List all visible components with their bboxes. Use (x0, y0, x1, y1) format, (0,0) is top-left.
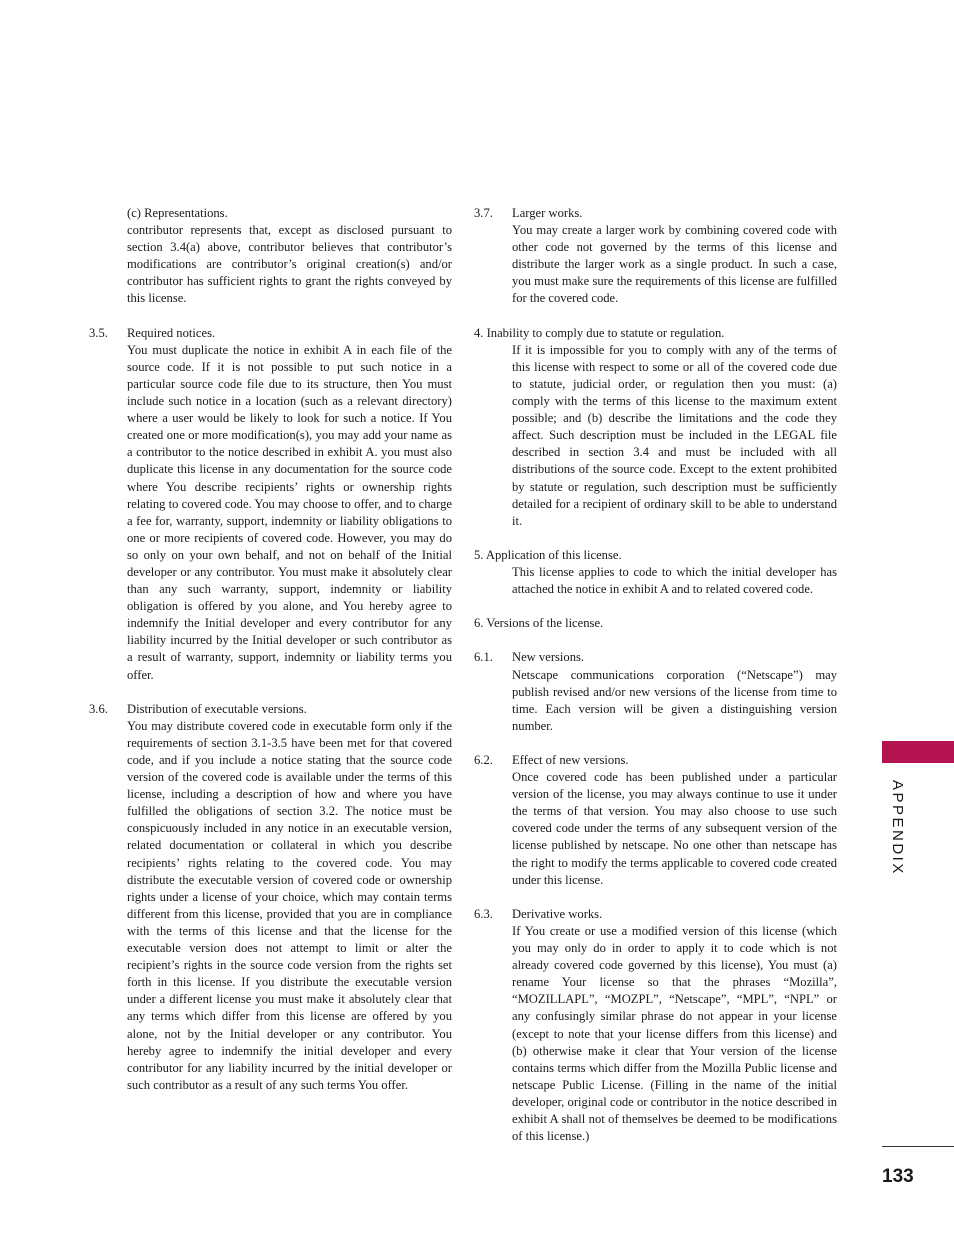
section-6-1 (474, 649, 837, 734)
section-number: 6.3. (474, 906, 493, 921)
section-title: Required notices. (127, 325, 216, 340)
appendix-side-label: APPENDIX (889, 780, 906, 876)
section-body: You may create a larger work by combining covered code with other code not governed by the terms of this license and distribute the larger work as a single product. In such a case, you must make sure the requirements of this license are fulfilled for the covered code. (512, 223, 837, 306)
section-title: Effect of new versions. (512, 753, 629, 767)
section-body: Once covered code has been published under a particular version of the license, you may always continue to use it under the terms of that version. You may also choose to use such covered code under the terms of any subsequent version of the license published by netscape. No one other than netscape has the right to modify the terms applicable to covered code created under this license. (512, 770, 837, 887)
section-heading (89, 701, 452, 718)
section-heading (474, 752, 837, 769)
section-heading (474, 205, 837, 222)
section-3-7 (474, 205, 837, 308)
section-title: 6. Versions of the license. (474, 616, 604, 631)
section-body: Netscape communications corporation (“Netscape”) may publish revised and/or new versions of the license from time to time. Each version will be given a distinguishing version number. (512, 667, 837, 733)
section-title: 4. Inability to comply due to statute or regulation. (474, 325, 725, 340)
section-5 (474, 547, 837, 598)
section-title: (c) Representations. (127, 206, 228, 220)
section-heading (474, 649, 837, 666)
section-body: contributor represents that, except as disclosed pursuant to section 3.4(a) above, contributor believes that contributor’s modifications are contributor’s original creation(s) and/or contributor has sufficient rights to grant the rights conveyed by this license. (127, 223, 452, 306)
section-number: 6.1. (474, 650, 493, 665)
section-3-6 (89, 701, 452, 1094)
section-6-3 (474, 906, 837, 1145)
section-heading (474, 906, 837, 923)
right-column (474, 205, 837, 1162)
section-number: 6.2. (474, 753, 493, 767)
section-number: 3.5. (89, 325, 108, 340)
section-body: If it is impossible for you to comply with any of the terms of this license with respect to some or all of the covered code due to statute, judicial order, or regulation then you must: (a) comply with the terms of this license to the maximum extent possible; and (b) describe the limitations and the code they affect. Such description must be included in the LEGAL file described in section 3.4 and must be included with all distributions of the source code. Except to the extent prohibited by statute or regulation, such description must be sufficiently detailed for a recipient of ordinary skill to be able to understand it. (512, 342, 837, 528)
section-title: 5. Application of this license. (474, 547, 622, 562)
section-title: Distribution of executable versions. (127, 701, 307, 716)
left-column (89, 205, 452, 1111)
section-heading (89, 325, 452, 342)
appendix-tab-marker (882, 741, 954, 763)
section-6-2 (474, 752, 837, 889)
page-number: 133 (882, 1166, 914, 1187)
section-4 (474, 325, 837, 530)
section-body: This license applies to code to which the initial developer has attached the notice in exhibit A and to related covered code. (512, 564, 837, 597)
section-6 (474, 615, 837, 632)
section-representations (89, 205, 452, 308)
section-body: You may distribute covered code in executable form only if the requirements of section 3.1-3.5 have been met for that covered code, and if you include a notice stating that the source code version of the covered code is available under the terms of this license, including a description of how and where you have fulfilled the obligations of section 3.2. The notice must be conspicuously included in any notice in an executable version, related documentation or collateral in which you describe recipients’ rights relating to the covered code. You may distribute the executable version of covered code or ownership rights under a license of your choice, which may contain terms different from this license, provided that you are in compliance with the terms of this license and that the license for the executable version does not attempt to limit or alter the recipient’s rights in the source code version from the rights set forth in this license. If you distribute the executable version under a different license you must make it absolutely clear that any terms which differ from this license are offered by you alone, not by the Initial developer or any contributor. You hereby agree to indemnify the initial developer and every contributor for any liability incurred by the initial developer or such contributor as a result of any such terms You offer. (127, 718, 452, 1092)
section-body: If You create or use a modified version of this license (which you may only do in order to apply it to code which is not already covered code governed by this license), You must (a) rename Your license so that the phrases “Mozilla”, “MOZILLAPL”, “MOZPL”, “Netscape”, “MPL”, “NPL” or any confusingly similar phrase do not appear in your license (except to note that your license differs from this license) and (b) otherwise make it clear that Your version of the license contains terms which differ from the Mozilla Public license and netscape Public License. (Filling in the name of the initial developer, original code or contributor in the notice described in exhibit A shall not of themselves be deemed to be modifications of this license.) (512, 923, 837, 1144)
section-title: Larger works. (512, 206, 583, 220)
section-number: 3.6. (89, 701, 108, 716)
section-title: Derivative works. (512, 906, 603, 921)
section-3-5 (89, 325, 452, 684)
section-title: New versions. (512, 650, 585, 665)
section-number: 3.7. (474, 206, 493, 220)
footer-rule (882, 1146, 954, 1147)
section-body: You must duplicate the notice in exhibit A in each file of the source code. If it is not possible to put such notice in a particular source code file due to its structure, then You must include such notice in a location (such as a relevant directory) where a user would be likely to look for such a notice. If You created one or more modification(s), you may add your name as a contributor to the notice described in exhibit A. you must also duplicate this license in any documentation for the source code where You describe recipients’ rights or ownership rights relating to covered code. You may choose to offer, and to charge a fee for, warranty, support, indemnity or liability obligations to one or more recipients of covered code. However, you may do so only on your own behalf, and not on behalf of the Initial developer or any contributor. You must make it absolutely clear than any such warranty, support, indemnity or liability obligation is offered by you alone, and You hereby agree to indemnify the Initial developer and every contributor for any liability incurred by the Initial developer or such contributor as a result of warranty, support, indemnity or liability terms you offer. (127, 342, 452, 682)
